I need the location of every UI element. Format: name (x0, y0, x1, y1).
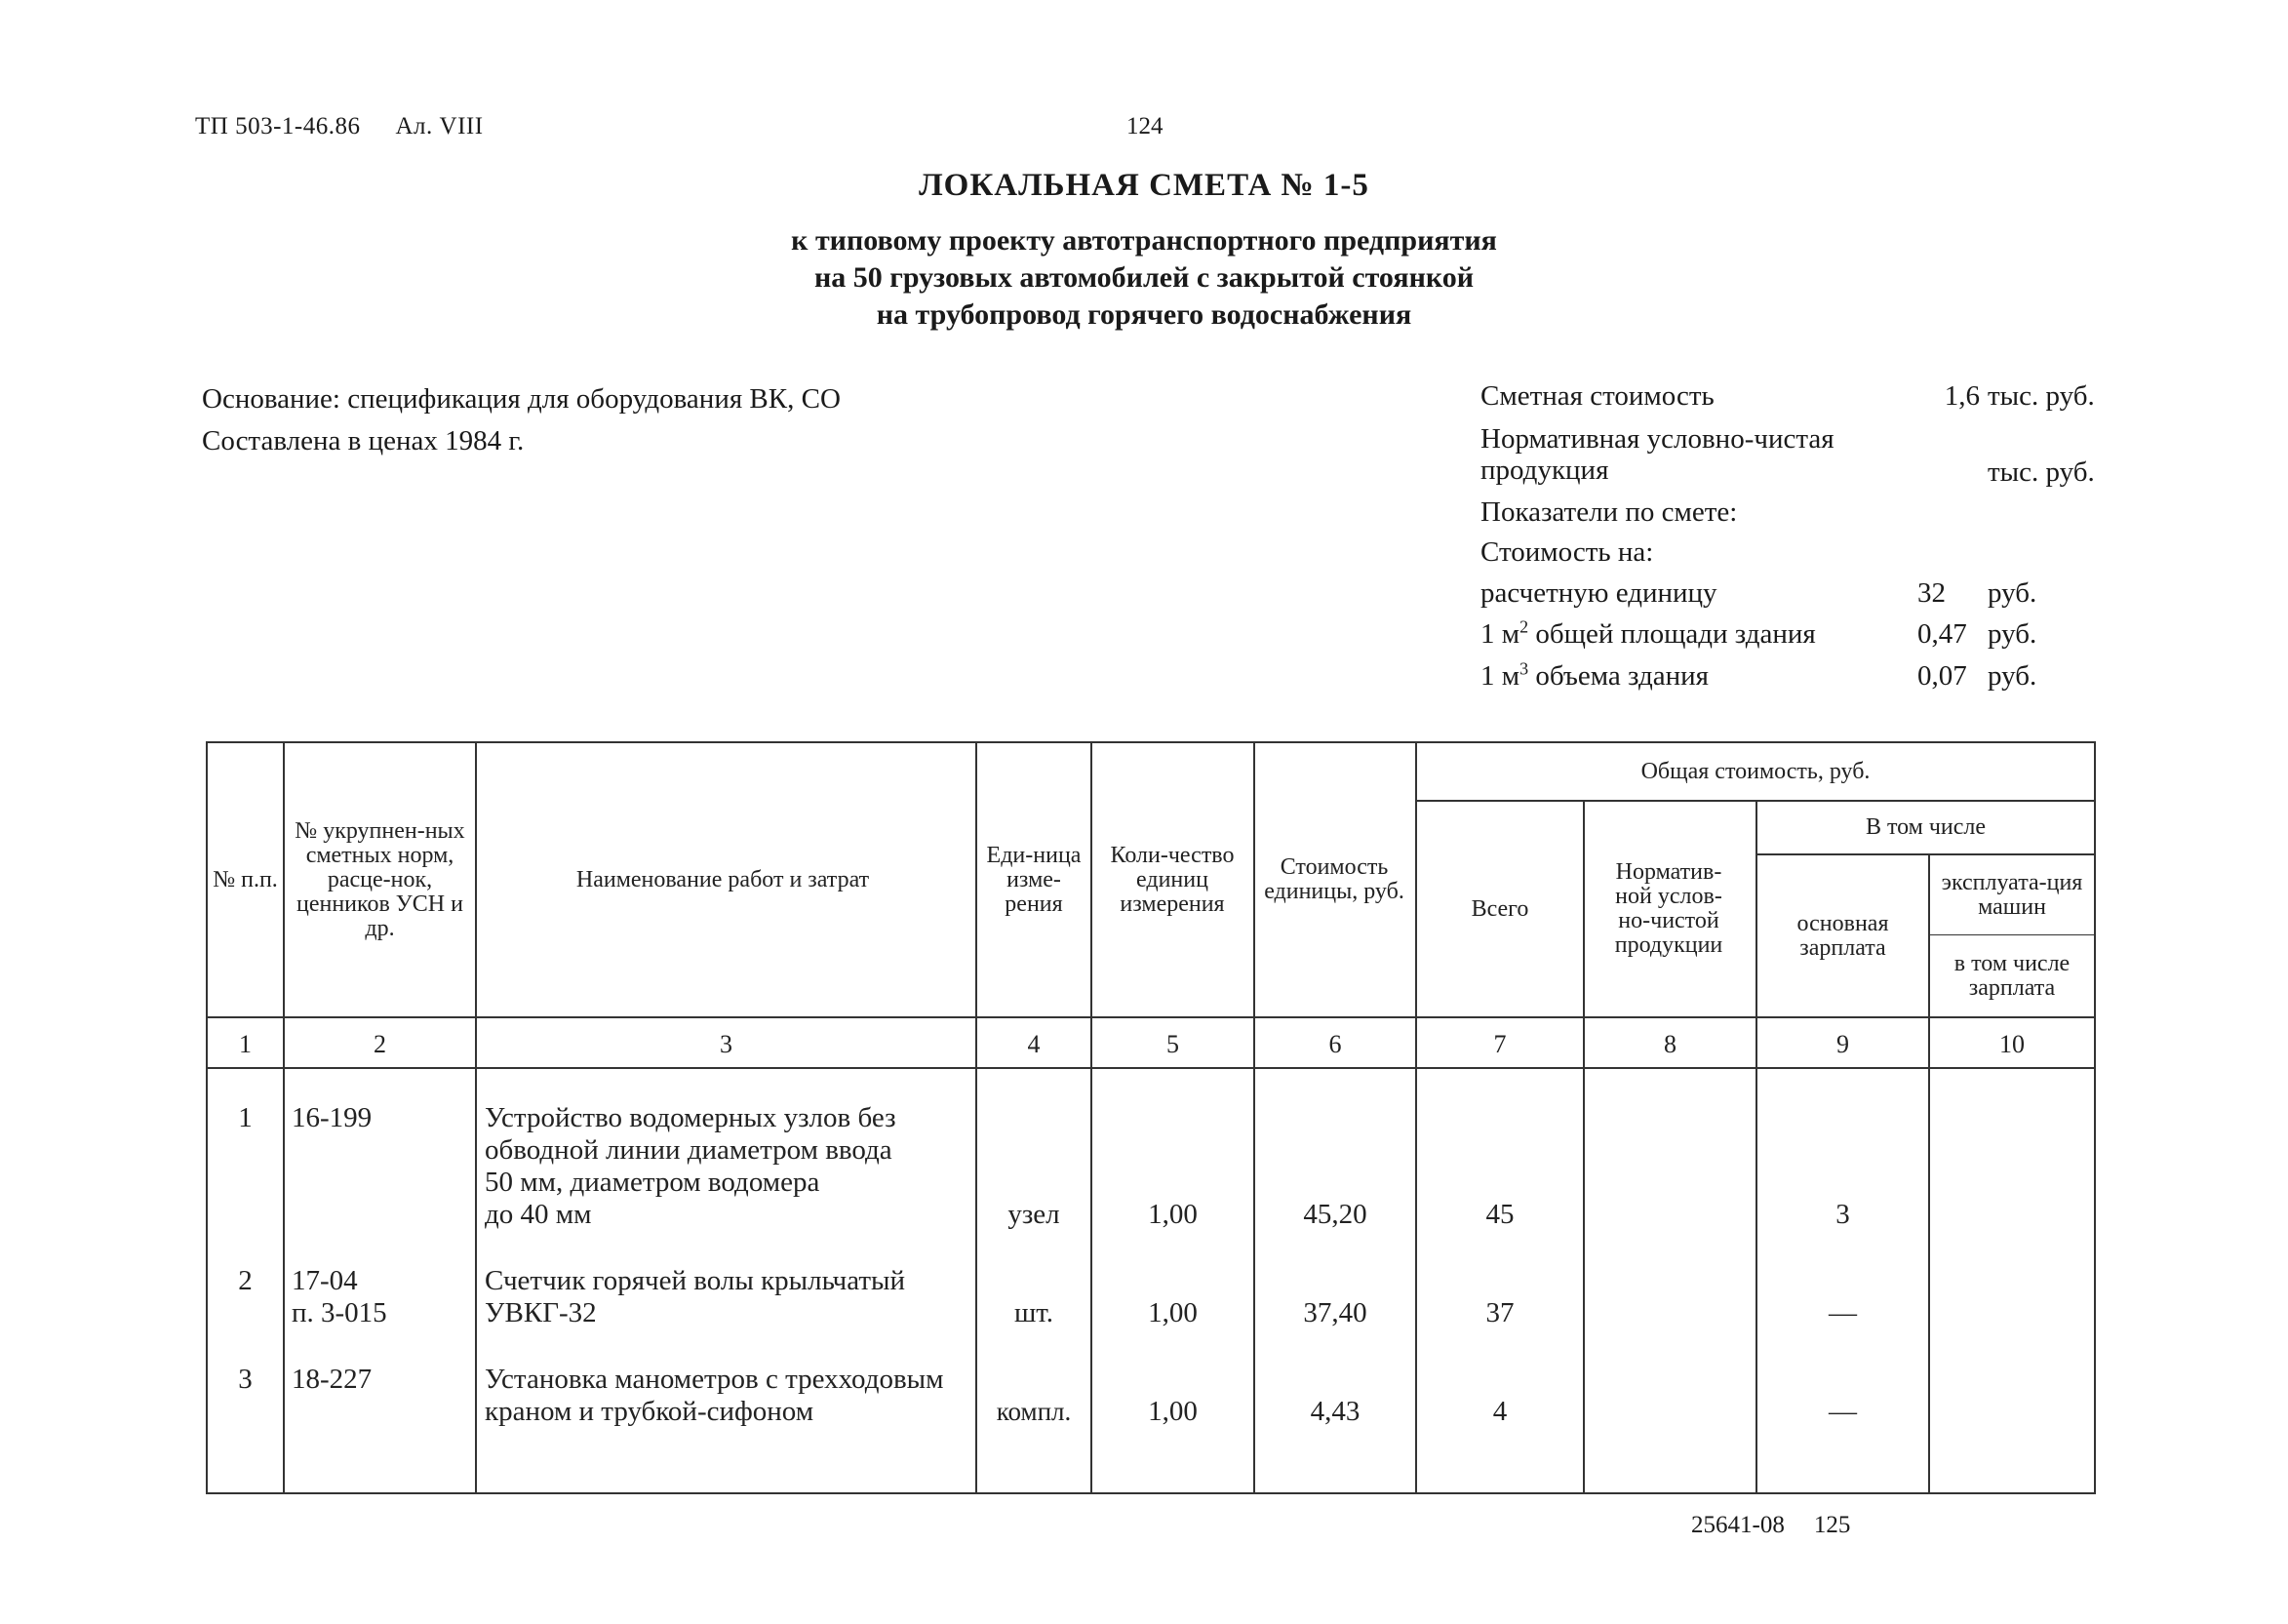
table-rule (1253, 741, 1255, 1494)
page-subtitle (0, 222, 2288, 334)
row-number: 1 (238, 1102, 253, 1133)
row-unit: компл. (996, 1397, 1072, 1426)
work-name-line: УВКГ-32 (485, 1297, 597, 1328)
header-work-name: Наименование работ и затрат (575, 866, 870, 892)
unit-cost-unit: руб. (1988, 577, 2037, 609)
normative-label-line: продукция (1480, 455, 1609, 486)
row-salary: — (1829, 1297, 1857, 1328)
column-number: 5 (1166, 1030, 1179, 1058)
volume-label-text: 1 м (1480, 660, 1520, 692)
unit-cost-label: расчетную единицу (1480, 577, 1717, 609)
table-border-right (2094, 741, 2096, 1494)
row-quantity: 1,00 (1148, 1199, 1198, 1230)
basis-block (202, 378, 841, 462)
area-cost-unit: руб. (1988, 618, 2037, 650)
area-sup: 2 (1519, 616, 1529, 637)
norm-code-line: 18-227 (292, 1364, 373, 1395)
norm-code-line: 16-199 (292, 1102, 373, 1133)
work-name-line: до 40 мм (485, 1199, 592, 1230)
estimated-cost-unit: тыс. руб. (1988, 380, 2095, 412)
unit-cost-value: 32 (1917, 577, 1946, 609)
work-name-line: обводной линии диаметром ввода (485, 1134, 892, 1166)
estimated-cost-value: 1,6 (1944, 380, 1980, 412)
page-title: ЛОКАЛЬНАЯ СМЕТА № 1-5 (919, 168, 1369, 203)
volume-cost-label (1480, 660, 1709, 692)
row-unit: узел (1007, 1199, 1060, 1230)
row-norm-code (292, 1265, 472, 1329)
work-name-line: Счетчик горячей волы крыльчатый (485, 1265, 906, 1296)
norm-code-line: п. 3-015 (292, 1297, 387, 1328)
work-name-line: краном и трубкой-сифоном (485, 1396, 814, 1427)
row-work-name (485, 1265, 977, 1329)
header-total: Всего (1471, 895, 1529, 922)
header-quantity: Коли-чество единиц измерения (1110, 842, 1235, 917)
header-normative: Норматив-ной услов-но-чистой продукции (1614, 859, 1723, 958)
row-unit-cost: 4,43 (1310, 1396, 1361, 1427)
row-unit: шт. (1013, 1297, 1054, 1328)
header-unit: Еди-ница изме-рения (986, 842, 1082, 917)
row-number: 2 (238, 1265, 253, 1296)
row-quantity: 1,00 (1148, 1396, 1198, 1427)
row-unit-cost: 37,40 (1303, 1297, 1367, 1328)
row-number: 3 (238, 1364, 253, 1395)
column-number: 6 (1328, 1030, 1342, 1058)
row-total: 45 (1485, 1199, 1515, 1230)
indicators-label: Показатели по смете: (1480, 496, 1738, 528)
area-cost-label (1480, 618, 1816, 650)
table-rule (1928, 853, 1930, 1494)
column-number: 10 (1999, 1030, 2025, 1058)
basis-line: Основание: спецификация для оборудования ВК, СО (202, 383, 841, 415)
estimate-table (206, 741, 2096, 1494)
header-row-number: № п.п. (213, 866, 278, 892)
area-cost-value: 0,47 (1917, 618, 1967, 650)
volume-label-text: объема здания (1528, 660, 1709, 692)
column-number: 3 (720, 1030, 732, 1058)
document-code: ТП 503-1-46.86 (195, 113, 361, 139)
column-number: 9 (1836, 1030, 1849, 1058)
subtitle-line: на трубопровод горячего водоснабжения (876, 298, 1412, 331)
header-salary: основная зарплата (1796, 910, 1889, 961)
column-number: 8 (1664, 1030, 1677, 1058)
document-code-line (195, 113, 484, 140)
normative-label (1480, 423, 1834, 486)
table-border-bottom (206, 1492, 2096, 1494)
table-rule (1090, 741, 1092, 1494)
work-name-line: Устройство водомерных узлов без (485, 1102, 896, 1133)
footer (1691, 1512, 1850, 1539)
table-rule (206, 1016, 2096, 1018)
header-total-cost-group: Общая стоимость, руб. (1640, 758, 1871, 784)
work-name-line: 50 мм, диаметром водомера (485, 1167, 820, 1198)
subtitle-line: к типовому проекту автотранспортного предприятия (791, 224, 1497, 257)
table-rule (206, 1067, 2096, 1069)
subtitle-line: на 50 грузовых автомобилей с закрытой стоянкой (813, 261, 1475, 294)
volume-cost-unit: руб. (1988, 660, 2037, 692)
row-quantity: 1,00 (1148, 1297, 1198, 1328)
row-work-name (485, 1364, 977, 1428)
row-work-name (485, 1102, 977, 1231)
area-label-text: общей площади здания (1528, 618, 1816, 650)
prices-year-line: Составлена в ценах 1984 г. (202, 425, 525, 456)
work-name-line: Установка манометров с трехходовым (485, 1364, 944, 1395)
row-salary: 3 (1835, 1199, 1850, 1230)
normative-unit: тыс. руб. (1988, 456, 2095, 488)
header-machines-salary: в том числе зарплата (1953, 950, 2071, 1001)
volume-cost-value: 0,07 (1917, 660, 1967, 692)
header-machines: эксплуата-ция машин (1941, 869, 2083, 920)
header-including-group: В том числе (1865, 814, 1987, 840)
row-norm-code (292, 1102, 472, 1134)
table-rule (1583, 800, 1585, 1494)
table-rule (475, 741, 477, 1494)
estimated-cost-label: Сметная стоимость (1480, 380, 1715, 412)
row-norm-code (292, 1364, 472, 1396)
page-number: 124 (1126, 113, 1164, 139)
column-number: 1 (239, 1030, 252, 1058)
column-number: 2 (374, 1030, 386, 1058)
normative-label-line: Нормативная условно-чистая (1480, 423, 1834, 455)
album-number: Ал. VIII (395, 113, 484, 139)
table-rule (283, 741, 285, 1494)
volume-sup: 3 (1519, 658, 1529, 679)
column-number: 4 (1027, 1030, 1041, 1058)
row-salary: — (1829, 1396, 1857, 1427)
column-number: 7 (1493, 1030, 1507, 1058)
row-total: 4 (1492, 1396, 1508, 1427)
header-norm-code: № укрупнен-ных сметных норм, расце-нок, ценников УСН и др. (295, 817, 465, 941)
area-label-text: 1 м (1480, 618, 1520, 650)
norm-code-line: 17-04 (292, 1265, 358, 1296)
row-unit-cost: 45,20 (1303, 1199, 1367, 1230)
cost-on-label: Стоимость на: (1480, 536, 1654, 568)
footer-code: 25641-08 (1691, 1512, 1785, 1538)
header-unit-cost: Стоимость единицы, руб. (1264, 854, 1404, 904)
footer-page-number: 125 (1813, 1512, 1851, 1538)
row-total: 37 (1485, 1297, 1515, 1328)
